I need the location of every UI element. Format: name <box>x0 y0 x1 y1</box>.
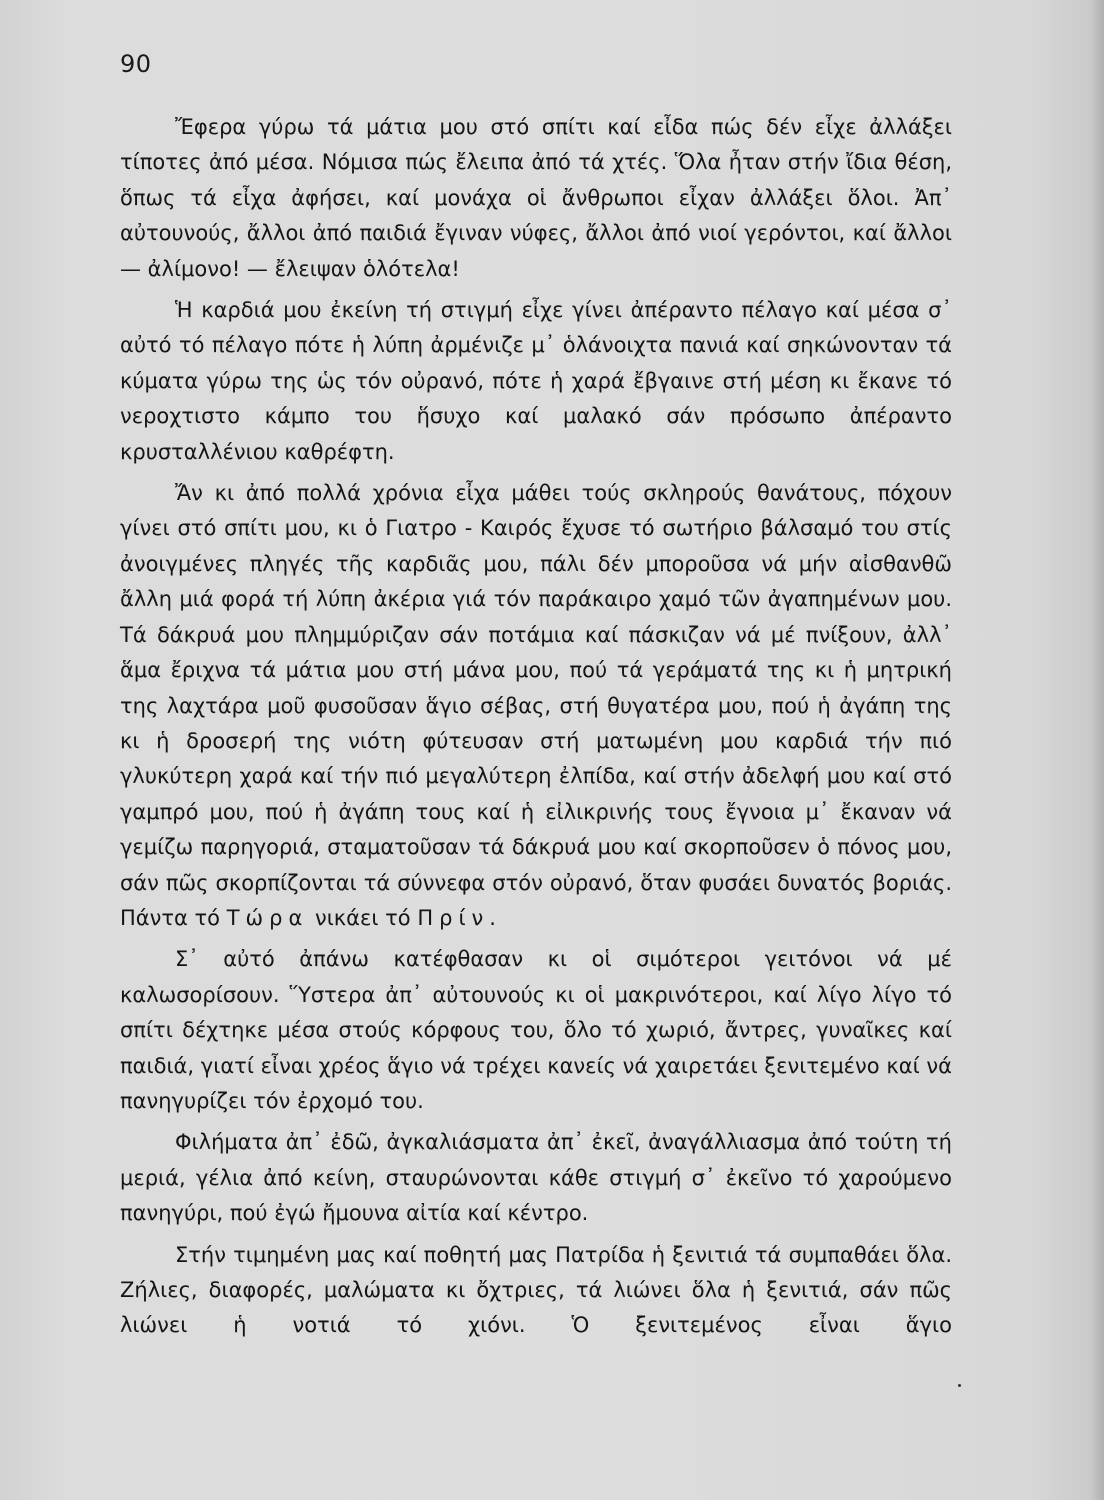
emphasis-prin: Πρίν <box>417 905 490 930</box>
body-text <box>120 110 952 1350</box>
scan-speck <box>958 1384 961 1387</box>
paragraph-3 <box>120 476 952 936</box>
page-edge-shadow <box>1090 0 1104 1500</box>
paragraph-6: Στήν τιμημένη μας καί ποθητή μας Πατρίδα ἡ ξενιτιά τά συμπαθάει ὅλα. Ζήλιες, διαφορές, μαλώματα κι ὄχτριες, τά λιώνει ὅλα ἡ ξενιτιά, σάν πῶς λιώνει ἡ νοτιά τό χιόνι. Ὁ ξενιτεμένος εἶναι ἅγιο <box>120 1242 952 1338</box>
paragraph-3-text: Ἄν κι ἀπό πολλά χρόνια εἶχα μάθει τούς σκληρούς θανάτους, πόχουν γίνει στό σπίτι μου, κι ὁ Γιατρο - Καιρός ἔχυσε τό σωτήριο βάλσαμό του στίς ἀνοιγμένες πληγές τῆς καρδιᾶς μου, πάλι δέν μποροῦσα νά μήν αἰσθανθῶ ἄλλη μιά φορά τή λύπη ἀκέρια γιά τόν παράκαιρο χαμό τῶν ἀγαπημένων μου. Τά δάκρυά μου πλημμύριζαν σάν ποτάμια καί πάσκιζαν νά μέ πνίξουν, ἀλλ᾿ ἅμα ἔριχνα τά μάτια μου στή μάνα μου, πού τά γεράματά της κι ἡ μητρική της λαχτάρα μοῦ φυσοῦσαν ἅγιο σέβας, στή θυγατέρα μου, πού ἡ ἀγάπη της κι ἡ δροσερή της νιότη φύτευσαν στή ματωμένη μου καρδιά τήν πιό γλυκύτερη χαρά καί τήν πιό μεγαλύτερη ἐλπίδα, καί στήν ἀδελφή μου καί στό γαμπρό μου, πού ἡ ἀγάπη τους καί ἡ εἰλικρινής τους ἔγνοια μ᾿ ἔκαναν νά γεμίζω παρηγοριά, σταματοῦσαν τά δάκρυά μου καί σκορποῦσεν ὁ πόνος μου, σάν πῶς σκορπίζονται τά σύννεφα στόν οὐρανό, ὅταν φυσάει δυνατός βοριάς. Πάντα τό <box>120 481 952 930</box>
paragraph-2: Ἡ καρδιά μου ἐκείνη τή στιγμή εἶχε γίνει ἀπέραντο πέλαγο καί μέσα σ᾿ αὐτό τό πέλαγο πότε ἡ λύπη ἀρμένιζε μ᾿ ὁλάνοιχτα πανιά καί σηκώνονταν τά κύματα γύρω της ὡς τόν οὐρανό, πότε ἡ χαρά ἔβγαινε στή μέση κι ἔκανε τό νεροχτιστο κάμπο του ἥσυχο καί μαλακό σάν πρόσωπο ἀπέραντο κρυσταλλένιου καθρέφτη. <box>120 298 952 464</box>
paragraph-5: Φιλήματα ἀπ᾿ ἐδῶ, ἀγκαλιάσματα ἀπ᾿ ἐκεῖ, ἀναγάλλιασμα ἀπό τούτη τή μεριά, γέλια ἀπό κείνη, σταυρώνονται κάθε στιγμή σ᾿ ἐκεῖνο τό χαρούμενο πανηγύρι, πού ἐγώ ἤμουνα αἰτία καί κέντρο. <box>120 1130 952 1226</box>
paragraph-3-end: . <box>489 905 496 930</box>
emphasis-tora: Τώρα <box>226 905 309 930</box>
paragraph-3-middle: νικάει τό <box>308 905 418 930</box>
page-number: 90 <box>120 50 152 78</box>
paragraph-1: Ἔφερα γύρω τά μάτια μου στό σπίτι καί εἶδα πώς δέν εἶχε ἀλλάξει τίποτες ἀπό μέσα. Νόμισα πώς ἔλειπα ἀπό τά χτές. Ὅλα ἦταν στήν ἴδια θέση, ὅπως τά εἶχα ἀφήσει, καί μονάχα οἱ ἄνθρωποι εἶχαν ἀλλάξει ὅλοι. Ἀπ᾿ αὐτουνούς, ἄλλοι ἀπό παιδιά ἔγιναν νύφες, ἄλλοι ἀπό νιοί γερόντοι, καί ἄλλοι — ἀλίμονο! — ἔλειψαν ὁλότελα! <box>120 115 952 281</box>
paragraph-4: Σ᾿ αὐτό ἀπάνω κατέφθασαν κι οἱ σιμότεροι γειτόνοι νά μέ καλωσορίσουν. Ὕστερα ἀπ᾿ αὐτουνούς κι οἱ μακρινότεροι, καί λίγο λίγο τό σπίτι δέχτηκε μέσα στούς κόρφους του, ὅλο τό χωριό, ἄντρες, γυναῖκες καί παιδιά, γιατί εἶναι χρέος ἅγιο νά τρέχει κανείς νά χαιρετάει ξενιτεμένο καί νά πανηγυρίζει τόν ἐρχομό του. <box>120 947 952 1113</box>
